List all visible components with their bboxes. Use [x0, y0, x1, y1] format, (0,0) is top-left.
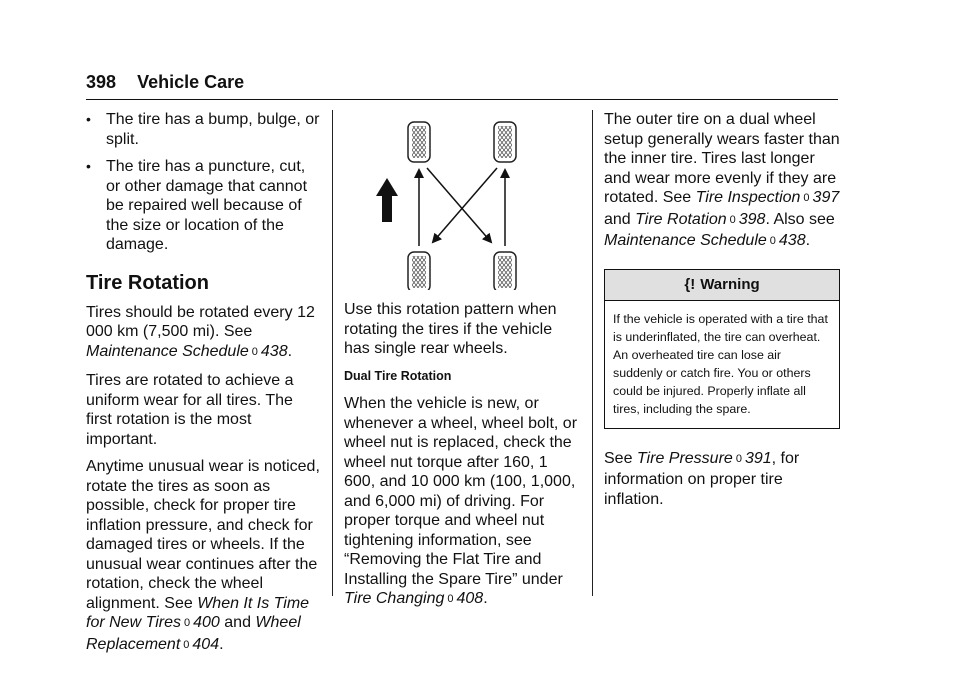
paragraph-text: and — [604, 210, 631, 228]
paragraph: Anytime unusual wear is noticed, rotate the tires as soon as possible, check for proper tire inflation pressure, and check for damaged tires or wheels. If the unusual wear continues after the rotation, check the wheel alignment. See When It Is Time for New Tires 0 400 and Wheel Replacement 0 404. — [86, 458, 320, 653]
header-rule — [86, 99, 838, 100]
cross-reference-link[interactable]: Wheel Replacement — [86, 614, 301, 653]
paragraph-text: , for information on proper tire inflation. — [604, 449, 800, 508]
rotation-arrow-cross-1 — [427, 168, 491, 242]
paragraph: The outer tire on a dual wheel setup generally wears faster than the inner tire. Tires last longer and wear more evenly if they are rotated. See Tire Inspection 0 397 and Tire Rotation 0 398. Also see Maintenance Schedule 0 438. — [604, 111, 840, 249]
warning-body: If the vehicle is operated with a tire that is underinflated, the tire can overheat. An overheated tire can lose air suddenly or catch fire. You or others could be injured. Properly inflate all tires, including the spare. — [613, 311, 828, 416]
page-number: 398 — [86, 72, 117, 92]
vehicle-forward-arrow-icon — [376, 178, 398, 222]
bullet-item — [86, 110, 322, 149]
page-ref-number[interactable]: 397 — [812, 189, 840, 206]
diagram-caption: Use this rotation pattern when rotating the tires if the vehicle has single rear wheels. — [344, 301, 557, 357]
section-title: Vehicle Care — [137, 72, 245, 92]
front-right-tire-icon — [494, 122, 516, 162]
subheading: Dual Tire Rotation — [344, 368, 452, 383]
paragraph-text: The outer tire on a dual wheel setup generally wears faster than the inner tire. Tires last longer and wear more evenly if they are rotated. See — [604, 111, 840, 206]
column-divider-1 — [332, 110, 333, 596]
bullet-symbol: • — [86, 158, 91, 174]
paragraph: When the vehicle is new, or whenever a wheel, wheel bolt, or wheel nut is replaced, check the wheel nut torque after 160, 1 600, and 10 000 km (100, 1,000, and 6,000 mi) of driving. For proper torque and wheel nut tightening information, see “Removing the Flat Tire and Installing the Spare Tire” under Tire Changing 0 408. — [344, 395, 578, 607]
paragraph-text: Also see — [773, 210, 835, 228]
page-header — [86, 72, 244, 93]
page-ref-icon: 0 — [251, 345, 258, 358]
page-ref-icon: 0 — [803, 192, 810, 204]
paragraph: Tires should be rotated every 12 000 km (7,500 mi). See Maintenance Schedule 0 438. — [86, 303, 315, 360]
section-heading: Tire Rotation — [86, 271, 209, 294]
page-ref-icon: 0 — [183, 617, 191, 629]
warning-header — [605, 270, 839, 301]
cross-reference-link[interactable]: Maintenance Schedule — [604, 232, 767, 249]
bullet-item — [86, 157, 322, 255]
page-ref-icon: 0 — [769, 235, 776, 247]
rear-left-tire-icon — [408, 252, 430, 290]
paragraph-text: and — [224, 614, 251, 631]
cross-reference-link[interactable]: Tire Inspection — [695, 189, 801, 206]
page-ref-number[interactable]: 408 — [456, 590, 484, 607]
paragraph-text: Anytime unusual wear is noticed, rotate the tires as soon as possible, check for proper tire inflation pressure, and check for damaged tires or wheels. If the unusual wear continues after the rotation, check the wheel alignment. See — [86, 458, 320, 612]
rotation-arrow-cross-2 — [433, 168, 497, 242]
column-2 — [344, 110, 580, 619]
warning-box — [604, 269, 840, 429]
warning-title: Warning — [700, 275, 760, 293]
paragraph-text: Tires should be rotated every 12 000 km (7,500 mi). See — [86, 303, 315, 340]
paragraph — [604, 449, 840, 510]
paragraph: Tires are rotated to achieve a uniform wear for all tires. The first rotation is the most important. — [86, 372, 294, 448]
bullet-symbol: • — [86, 111, 91, 127]
front-left-tire-icon — [408, 122, 430, 162]
bullet-text: The tire has a puncture, cut, or other damage that cannot be repaired well because of the size or location of the damage. — [106, 158, 308, 253]
page-ref-number[interactable]: 404 — [192, 635, 220, 653]
paragraph-text: When the vehicle is new, or whenever a wheel, wheel bolt, or wheel nut is replaced, check the wheel nut torque after 160, 1 600, and 10 000 km (100, 1,000, and 6,000 mi) of driving. For proper torque and wheel nut tightening information, see “Removing the Flat Tire and Installing the Spare Tire” under — [344, 395, 578, 588]
column-1 — [86, 110, 322, 664]
warning-icon: {! — [684, 275, 696, 293]
page-ref-number[interactable]: 438 — [260, 342, 288, 360]
cross-reference-link[interactable]: Tire Changing — [344, 590, 445, 607]
page-ref-number[interactable]: 398 — [738, 210, 766, 228]
column-3 — [604, 110, 840, 517]
page-ref-icon: 0 — [447, 593, 454, 605]
bullet-text: The tire has a bump, bulge, or split. — [106, 111, 320, 148]
column-divider-2 — [592, 110, 593, 596]
page-ref-number[interactable]: 391 — [744, 449, 772, 467]
page-ref-number[interactable]: 400 — [193, 614, 220, 631]
page-ref-icon: 0 — [735, 452, 742, 465]
page-ref-number[interactable]: 438 — [778, 232, 806, 249]
cross-reference-link[interactable]: Tire Rotation — [635, 210, 727, 228]
cross-reference-link[interactable]: When It Is Time for New Tires — [86, 594, 310, 631]
cross-reference-link[interactable]: Maintenance Schedule — [86, 342, 249, 360]
rear-right-tire-icon — [494, 252, 516, 290]
tire-rotation-diagram — [344, 110, 580, 290]
paragraph-text: See — [604, 449, 633, 467]
cross-reference-link[interactable]: Tire Pressure — [636, 449, 733, 467]
page-ref-icon: 0 — [729, 213, 736, 226]
page-ref-icon: 0 — [183, 638, 190, 651]
